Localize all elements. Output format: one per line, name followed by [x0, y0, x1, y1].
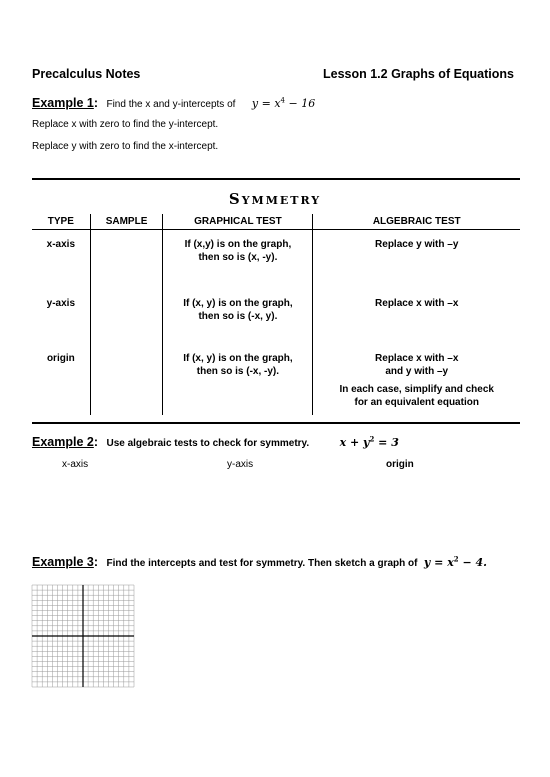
row-sample [90, 381, 163, 415]
example-3-label: Example 3 [32, 555, 94, 569]
row-sample [90, 291, 163, 348]
algebraic-line-1: Replace y with –y [375, 239, 459, 250]
symmetry-title: Symmetry [228, 190, 322, 208]
table-row [32, 348, 520, 381]
row-type-empty [32, 381, 90, 415]
example-1-step-1: Replace x with zero to find the y-intercept. [32, 119, 219, 130]
example-2-prompt: Use algebraic tests to check for symmetry. [106, 438, 310, 449]
graphical-line-1: If (x,y) is on the graph, [184, 239, 292, 250]
row-algebraic [313, 230, 520, 292]
row-algebraic [313, 348, 520, 381]
col-graphical: GRAPHICAL TEST [163, 214, 313, 230]
example-1-label: Example 1 [32, 96, 94, 110]
graphical-line-2: then so is (-x, -y). [196, 366, 280, 377]
graphical-line-1: If (x, y) is on the graph, [183, 298, 293, 309]
eq2-lhs: x + y [339, 436, 370, 449]
example-2-colon: : [93, 435, 99, 449]
eq3-rest: − 4. [458, 556, 487, 569]
example-2-x-axis: x-axis [62, 459, 89, 470]
row-note [313, 381, 520, 415]
example-2-equation [340, 436, 399, 449]
example-2-line [32, 433, 399, 451]
example-3-equation [424, 556, 487, 569]
algebraic-line-2: and y with –y [385, 366, 449, 377]
row-algebraic [313, 291, 520, 348]
row-graphical [163, 230, 313, 292]
lesson-title: Lesson 1.2 Graphs of Equations [322, 67, 514, 81]
row-graphical [163, 291, 313, 348]
algebraic-line-1: Replace x with –x [375, 353, 459, 364]
example-3-prompt: Find the intercepts and test for symmetry. Then sketch a graph of [106, 558, 418, 569]
example-2-origin: origin [386, 459, 414, 470]
row-graphical [163, 348, 313, 381]
example-1-step-2: Replace y with zero to find the x-intercept. [32, 141, 219, 152]
algebraic-line-1: Replace x with –x [375, 298, 459, 309]
row-type: origin [46, 353, 75, 364]
eq2-rest: = 3 [374, 436, 399, 449]
note-line-1: In each case, simplify and check [339, 384, 494, 395]
example-3-line [32, 553, 487, 571]
note-line-2: for an equivalent equation [354, 397, 479, 408]
eq1-exp: 4 [280, 96, 285, 105]
eq1-rest: − 16 [285, 97, 316, 110]
example-2-y-axis: y-axis [227, 459, 254, 470]
graphical-line-2: then so is (x, -y). [198, 252, 278, 263]
eq3-lhs: y = x [423, 556, 454, 569]
table-header-row [32, 214, 520, 230]
example-2-label: Example 2 [32, 435, 94, 449]
table-row [32, 291, 520, 348]
eq1-lhs: y = x [251, 97, 281, 110]
table-row [32, 381, 520, 415]
coordinate-grid[interactable] [31, 584, 135, 688]
eq2-exp: 2 [369, 434, 375, 444]
graph-grid[interactable] [31, 584, 135, 693]
divider-top [32, 178, 520, 180]
example-1-prompt: Find the x and y-intercepts of [106, 99, 236, 110]
example-1-equation [252, 97, 315, 110]
row-sample [90, 348, 163, 381]
graphical-line-1: If (x, y) is on the graph, [183, 353, 293, 364]
row-sample [90, 230, 163, 292]
row-graphical-empty [163, 381, 313, 415]
col-algebraic: ALGEBRAIC TEST [313, 214, 520, 230]
eq3-exp: 2 [453, 554, 459, 564]
symmetry-table [32, 214, 520, 415]
row-type: y-axis [46, 298, 76, 309]
divider-bottom [32, 422, 520, 424]
example-3-colon: : [93, 555, 99, 569]
graphical-line-2: then so is (-x, y). [198, 311, 278, 322]
col-type: TYPE [32, 214, 90, 230]
table-row [32, 230, 520, 292]
example-1-line [32, 94, 315, 112]
row-type: x-axis [46, 239, 76, 250]
example-1-colon: : [93, 96, 99, 110]
col-sample: SAMPLE [90, 214, 163, 230]
course-title: Precalculus Notes [32, 67, 141, 81]
